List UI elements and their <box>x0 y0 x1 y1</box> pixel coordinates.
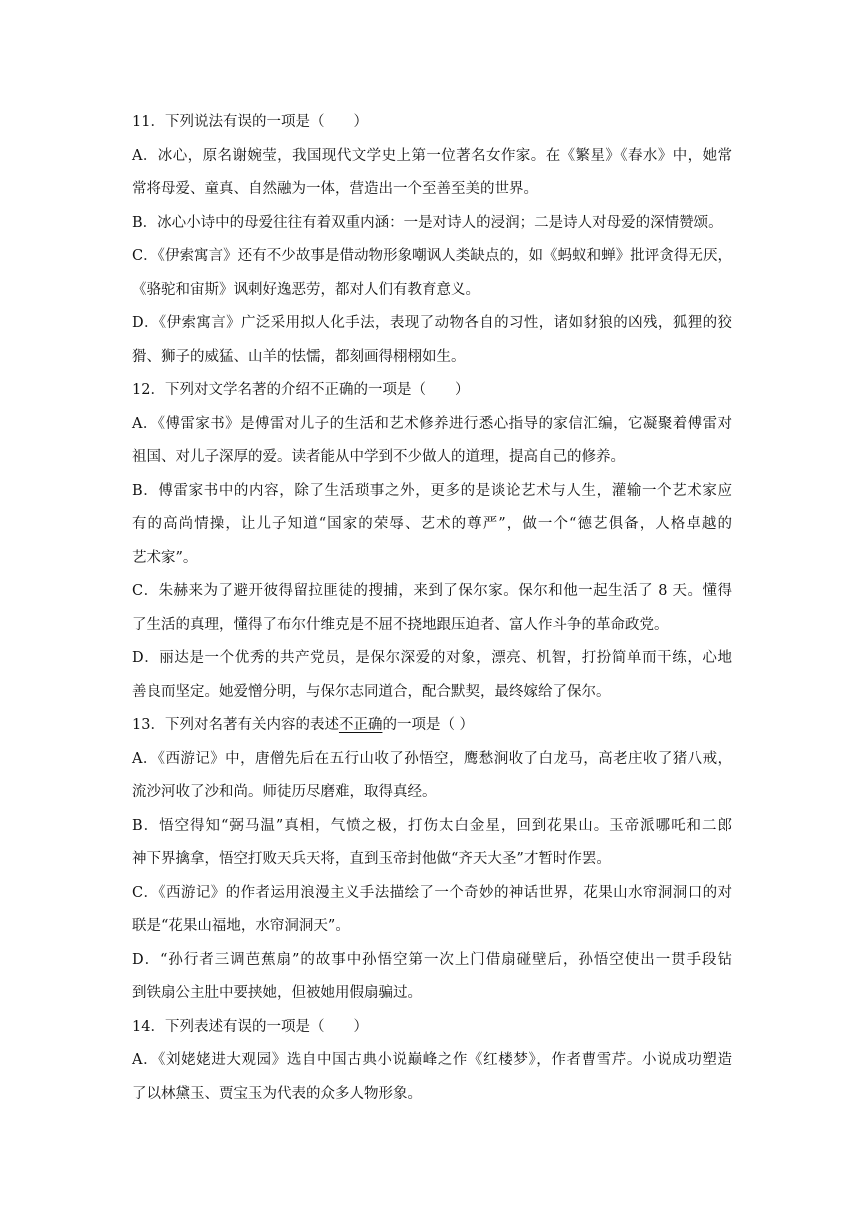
question-12-option-d-line-2: 善良而坚定。她爱憎分明，与保尔志同道合，配合默契，最终嫁给了保尔。 <box>132 683 611 700</box>
question-11-option-a-line-2: 常将母爱、童真、自然融为一体，营造出一个至善至美的世界。 <box>132 181 538 197</box>
question-13-option-a-line-2: 流沙河收了沙和尚。师徒历尽磨难，取得真经。 <box>132 784 437 800</box>
question-11-option-d-line-1: D．《伊索寓言》广泛采用拟人化手法，表现了动物各自的习性，诸如豺狼的凶残，狐狸的狡 <box>132 315 732 331</box>
question-11 <box>132 106 732 374</box>
question-13-stem <box>132 709 732 743</box>
question-12-option-c-line-2: 了生活的真理，懂得了布尔什维克是不屈不挠地跟压迫者、富人作斗争的革命政党。 <box>132 616 669 633</box>
question-12-option-b-line-2: 有的高尚情操，让儿子知道“国家的荣辱、艺术的尊严”，做一个“德艺俱备，人格卓越的 <box>132 516 732 532</box>
question-11-option-a-line-1: A．冰心，原名谢婉莹，我国现代文学史上第一位著名女作家。在《繁星》《春水》中，她常 <box>132 147 732 164</box>
question-11-option-c-line-1: C．《伊索寓言》还有不少故事是借动物形象嘲讽人类缺点的，如《蚂蚁和蝉》批评贪得无厌， <box>132 248 732 264</box>
question-12-option-a-line-1: A．《傅雷家书》是傅雷对儿子的生活和艺术修养进行悉心指导的家信汇编，它凝聚着傅雷对 <box>132 415 732 432</box>
question-13-option-b-line-1: B．悟空得知“弼马温”真相，气愤之极，打伤太白金星，回到花果山。玉帝派哪吒和二郎 <box>132 817 732 834</box>
question-11-option-d-line-2: 猾、狮子的威猛、山羊的怯懦，都刻画得栩栩如生。 <box>132 348 466 365</box>
question-12-option-c-line-1: C．朱赫来为了避开彼得留拉匪徒的搜捕，来到了保尔家。保尔和他一起生活了 8 天。懂得 <box>132 583 732 599</box>
question-11-option-c-line-2: 《骆驼和宙斯》讽刺好逸恶劳，都对人们有教育意义。 <box>132 281 480 298</box>
question-13 <box>132 709 732 1011</box>
question-14-option-a-line-1: A．《刘姥姥进大观园》选自中国古典小说巅峰之作《红楼梦》，作者曹雪芹。小说成功塑造 <box>132 1052 732 1068</box>
question-12-option-a-line-2: 祖国、对儿子深厚的爱。读者能从中学到不少做人的道理，提高自己的修养。 <box>132 449 625 465</box>
question-11-option-b-line-1: B．冰心小诗中的母爱往往有着双重内涵：一是对诗人的浸润；二是诗人对母爱的深情赞颂。 <box>132 214 723 231</box>
question-12-option-b-line-1: B．傅雷家书中的内容，除了生活琐事之外，更多的是谈论艺术与人生，灌输一个艺术家应 <box>132 482 732 499</box>
question-14-stem: 14．下列表述有误的一项是（ ） <box>132 1018 368 1035</box>
question-13-option-d-line-2: 到铁扇公主肚中要挟她，但被她用假扇骗过。 <box>132 985 422 1001</box>
question-12-stem: 12．下列对文学名著的介绍不正确的一项是（ ） <box>132 382 470 398</box>
exam-page <box>132 106 732 1111</box>
question-13-option-d-line-1: D．“孙行者三调芭蕉扇”的故事中孙悟空第一次上门借扇碰壁后，孙悟空使出一贯手段钻 <box>132 951 732 968</box>
question-13-stem-prefix: 13．下列对名著有关内容的表述 <box>132 717 339 733</box>
question-12-option-b-line-3: 艺术家”。 <box>132 549 198 566</box>
question-13-option-a-line-1: A．《西游记》中，唐僧先后在五行山收了孙悟空，鹰愁涧收了白龙马，高老庄收了猪八戒， <box>132 750 732 767</box>
question-13-option-c-line-2: 联是“花果山福地，水帘洞洞天”。 <box>132 918 350 934</box>
question-13-stem-suffix: 的一项是（ ） <box>382 717 475 733</box>
question-13-option-c-line-1: C．《西游记》的作者运用浪漫主义手法描绘了一个奇妙的神话世界，花果山水帘洞洞口的对 <box>132 884 732 901</box>
question-12-option-d-line-1: D．丽达是一个优秀的共产党员，是保尔深爱的对象，漂亮、机智，打扮简单而干练，心地 <box>132 650 732 666</box>
question-12 <box>132 374 732 709</box>
question-13-stem-emphasis: 不正确 <box>338 717 383 733</box>
question-11-stem: 11．下列说法有误的一项是（ ） <box>132 114 368 130</box>
question-13-option-b-line-2: 神下界擒拿，悟空打败天兵天将，直到玉帝封他做“齐天大圣”才暂时作罢。 <box>132 851 611 867</box>
question-14-option-a-line-2: 了以林黛玉、贾宝玉为代表的众多人物形象。 <box>132 1085 422 1102</box>
question-14 <box>132 1011 732 1112</box>
